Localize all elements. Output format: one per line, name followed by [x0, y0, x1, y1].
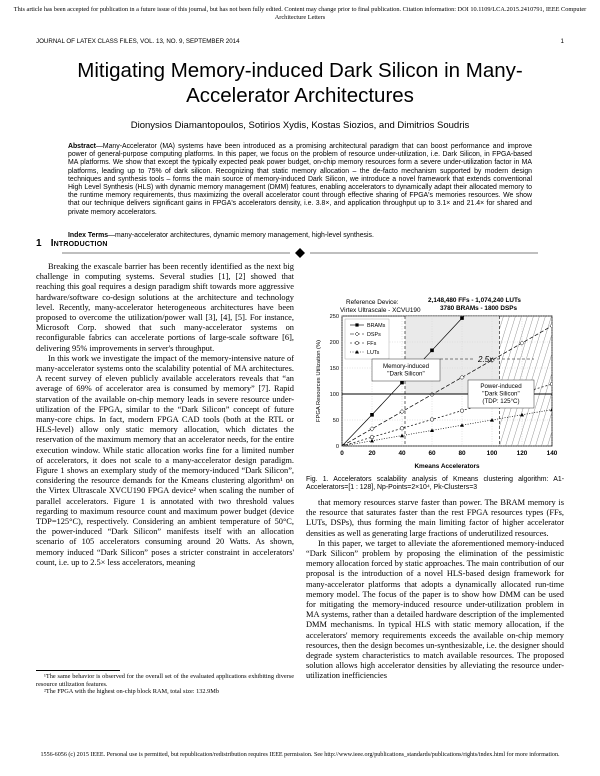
point-dsps [550, 324, 554, 328]
point-dsps [370, 427, 374, 431]
memory-label: Memory-induced "Dark Silicon" [382, 363, 430, 378]
point-brams [370, 413, 374, 417]
x-tick-label: 60 [428, 450, 436, 457]
x-ticks [340, 450, 558, 457]
left-column [36, 262, 294, 568]
paragraph: that memory resources starve faster than power. The BRAM memory is the resource that saturates faster than the rest FPGA resources types (FFs, LUTs, DSPs), thus forming the main limiting factor of higher accelerator densities as well as generating large fractions of underutilized resources. [306, 498, 564, 538]
diamond-ornament-icon [295, 248, 305, 258]
x-tick-label: 20 [368, 450, 376, 457]
device-name: Virtex Ultrascale - XCVU190 [340, 307, 421, 314]
x-tick-label: 120 [516, 450, 528, 457]
index-terms-label: Index Terms [68, 232, 109, 239]
section-title: Introduction [50, 238, 108, 249]
point-brams [460, 316, 464, 320]
point-luts [550, 408, 554, 412]
footnote: ¹The same behavior is observed for the overall set of the evaluated applications exhibiting diverse resource utilization features. [36, 673, 294, 688]
ratio-annotation: 2.5x [478, 355, 494, 364]
point-ffs [370, 435, 374, 439]
journal-header: JOURNAL OF LATEX CLASS FILES, VOL. 13, NO. 9, SEPTEMBER 2014 [36, 38, 240, 45]
footnote-rule [36, 670, 120, 671]
abstract-text: —Many-Accelerator (MA) systems have been introduced as a promising architectural paradigm that can boost performance and improve power of general-purpose computing platforms. In this paper, we focus on the problem of resource under-utilization, i.e. Dark Silicon, in FPGA-based MA platforms. We show that except the typically expected peak power budget, on-chip memory resources form a severe under-utilization factor in MA platforms, leading up to 75% of dark silicon. Recognizing that static memory allocation – the de-facto mechanism supported by modern design techniques and synthesis tools – forms the main source of memory-induced Dark Silicon, we introduce a novel framework that extends conventional High Level Synthesis (HLS) with dynamic memory management (DMM) features, enabling accelerators to dynamically adapt their allocated memory to the runtime memory requirements, thus maximizing the overall accelerator count through effective sharing of FPGA's memories resources. We show that our technique delivers significant gains in FPGA's accelerators density, i.e. 3.8×, and application throughput up to 3.1× and 21.4× for shared and private memory accelerators. [68, 143, 532, 216]
section-separator [62, 247, 538, 259]
y-tick-label: 150 [329, 366, 339, 372]
hatch-line [554, 316, 565, 446]
footnote: ²The FPGA with the highest on-chip block RAM, total size: 132.9Mb [44, 688, 220, 696]
y-tick-label: 200 [329, 340, 339, 346]
point-ffs [550, 382, 554, 386]
point-luts [370, 439, 374, 443]
paper-title: Mitigating Memory-induced Dark Silicon in Many-Accelerator Architectures [77, 59, 523, 107]
y-tick-label: 250 [329, 314, 339, 320]
figure-1-chart [308, 296, 564, 474]
point-dsps [400, 409, 404, 413]
point-dsps [520, 341, 524, 345]
hatch-line [536, 316, 565, 446]
hatch-line [548, 316, 565, 446]
y-axis-label: FPGA Resources Utilization (%) [316, 339, 322, 423]
index-terms-text: —many-accelerator architectures, dynamic memory management, high-level synthesis. [108, 232, 374, 239]
resources-line-2: 3780 BRAMs - 1800 DSPs [440, 305, 518, 312]
x-tick-label: 0 [340, 450, 344, 457]
point-brams [430, 349, 434, 353]
point-ffs [460, 409, 464, 413]
legend-label: BRAMs [367, 323, 386, 329]
footnotes [36, 673, 294, 696]
paragraph: Breaking the exascale barrier has been recently identified as the next big challenge in computing systems. Several studies [1], [2] showed that reaching this goal requires a design paradigm shift towards more aggressive hardware/software co-design solutions at the architecture and technology level. Recently, many-accelerator heterogeneous architectures have been proposed to overcome the utilization/power wall [3], [4], [5]. For instance, Microsoft Corp. showed that such many-accelerator systems on reconfigurable fabrics can accelerate portions of large-scale software [6], delivering 95% improvements in server's throughput. [36, 262, 294, 353]
point-ffs [400, 427, 404, 431]
y-tick-label: 50 [332, 418, 339, 424]
section-heading [36, 238, 108, 249]
legend-label: DSPs [367, 332, 381, 338]
x-tick-label: 40 [398, 450, 406, 457]
point-brams [400, 381, 404, 385]
abstract-label: Abstract [68, 143, 96, 150]
paragraph: In this work we investigate the impact of the memory-intensive nature of many-accelerator systems onto the scalability potential of MA architectures. A recent survey of eleven publicly available accelerators reveals that “an average of 69% of accelerator area is consumed by memory” [7]. Rapid starvation of the available on-chip memory leads in severe resource under-utilization of the FPGA, similar to the “Dark Silicon” concept of future many-core chips. In fact, modern FPGA CAD tools (both at the RTL or HLS-level) allow only static memory allocation, which dictates the reservation of the maximum memory that an accelerator needs, for the entire execution window. While static allocation works fine for a limited number of accelerators, it does not scale to a many-accelerator design paradigm. Figure 1 shows an exemplary study of the memory-induced “Dark Silicon”, considering the resource demands for the Kmeans clustering algorithm¹ on the Virtex Ultrascale XVCU190 FPGA device² when scaling the number of parallel accelerators. Figure 1 is annotated with two threshold values regarding to maximum resource count and maximum power budget (device TDP=125°C), respectively. Considering an ambient temperature of 50°C, the power-induced “Dark Silicon” manifests itself with an allocation scenario of 105 accelerators consuming around 20 Watts. As shown, memory induced “Dark Silicon” poses a stricter constraint in accelerators' count, i.e. up to 2.5× less accelerators, meaning [36, 353, 294, 567]
legend-label: LUTs [367, 350, 380, 356]
x-tick-label: 140 [546, 450, 558, 457]
y-tick-label: 0 [335, 444, 339, 450]
point-luts [490, 418, 494, 422]
hatch-line [560, 316, 565, 446]
power-label: Power-induced "Dark Silicon" (TDP: 125°C) [480, 383, 522, 405]
legend [345, 319, 389, 359]
y-ticks [330, 314, 339, 450]
publication-notice: This article has been accepted for publication in a future issue of this journal, but has not been fully edited. Content may change prior to final publication. Citation information: DOI 10.1109/LCA.2015.2410791, IEEE Computer Architecture Letters [13, 6, 587, 21]
resources-line-1: 2,148,480 FFs - 1,074,240 LUTs [428, 297, 521, 304]
x-tick-label: 80 [458, 450, 466, 457]
legend-label: FFs [367, 341, 377, 347]
legend-marker [355, 341, 358, 344]
point-luts [400, 434, 404, 438]
abstract [68, 143, 532, 217]
device-label: Reference Device: [346, 299, 399, 306]
point-luts [520, 413, 524, 417]
page-number: 1 [560, 38, 564, 45]
running-header [36, 38, 564, 45]
x-axis-label: Kmeans Accelerators [414, 463, 480, 470]
figure-caption: Fig. 1. Accelerators scalability analysis of Kmeans clustering algorithm: A1-Accelerators=[1 : 128], Np-Points=2×10⁴, Pk-Clusters=3 [306, 476, 564, 492]
right-column [306, 498, 564, 682]
y-tick-label: 100 [329, 392, 339, 398]
point-ffs [430, 418, 434, 422]
legend-marker [355, 323, 358, 326]
author-list: Dionysios Diamantopoulos, Sotirios Xydis, Kostas Siozios, and Dimitrios Soudris [130, 120, 470, 131]
hatch-line [542, 316, 565, 446]
index-terms [68, 232, 532, 240]
section-number: 1 [36, 238, 42, 249]
paragraph: In this paper, we target to alleviate the aforementioned memory-induced “Dark Silicon” problem by proposing the elimination of the pessimistic memory allocation forced by static approaches. The main contribution of our proposal is the introduction of a novel HLS-based design framework for many-accelerator platforms that adopts a dynamically allocated run-time memory model. The focus of the paper is to show how DMM can be used for mitigating the memory-induced resource under-utilization problem in MA systems, rather than a detailed hardware description of the implemented DMM mechanisms. In typical HLS with static memory allocation, if the accelerators' memory requirements exceeds the available on-chip memory resources, then the design becomes un-synthesizable, i.e. the designer should degrade system characteristics to match available resources. The proposed solution allows high accelerator densities by alleviating the resource under-utilization inefficiencies [306, 538, 564, 681]
copyright-notice: 1556-6056 (c) 2015 IEEE. Personal use is permitted, but republication/redistribution requires IEEE permission. See http://www.ieee.org/publications_standards/publications/rights/index.html for more information. [40, 752, 560, 758]
x-tick-label: 100 [486, 450, 498, 457]
